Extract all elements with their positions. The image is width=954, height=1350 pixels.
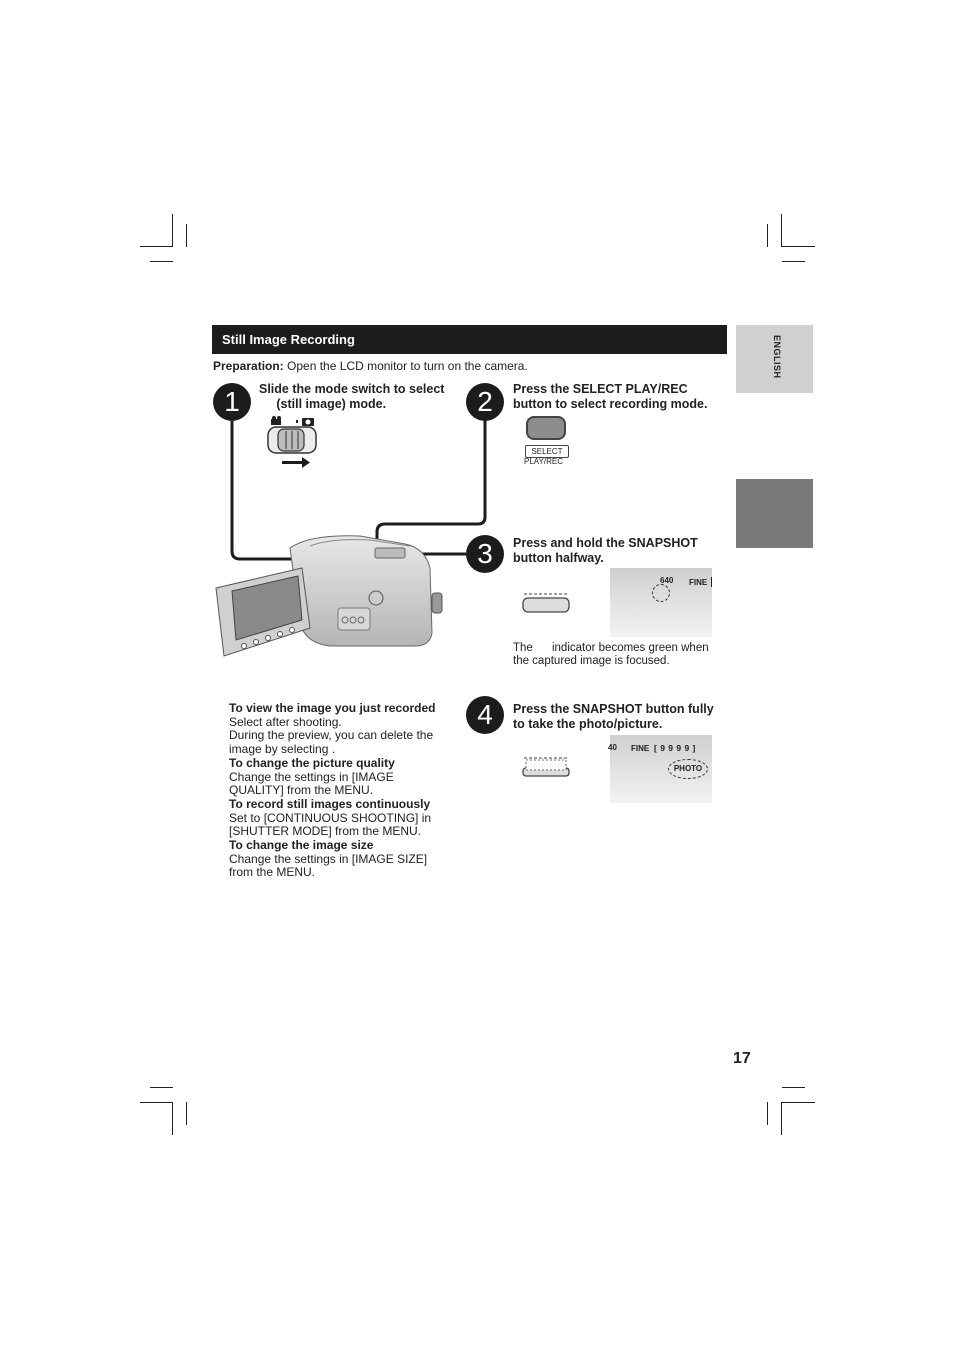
note-body: Change the settings in [IMAGE QUALITY] from the MENU.	[229, 769, 394, 798]
notes	[229, 702, 444, 880]
step-3-number: 3	[466, 535, 504, 573]
preparation-label: Preparation:	[213, 359, 284, 373]
quality-indicator: FINE	[689, 578, 708, 587]
snapshot-half-press-icon	[520, 590, 572, 616]
note-heading: To view the image you just recorded	[229, 701, 436, 715]
photo-badge: PHOTO	[668, 759, 708, 779]
preparation-text: Open the LCD monitor to turn on the camera.	[283, 359, 528, 373]
mode-switch-icon	[264, 415, 322, 471]
step-1-number: 1	[213, 383, 251, 421]
note-heading: To record still images continuously	[229, 796, 431, 811]
note-body: Change the settings in [IMAGE SIZE] from the MENU.	[229, 851, 428, 880]
snapshot-full-press-icon	[520, 754, 572, 780]
image-size-indicator: 40	[608, 743, 617, 752]
focus-indicator-icon	[652, 584, 670, 602]
lcd-preview-focus	[610, 568, 712, 637]
step-3-note: The indicator becomes green when the captured image is focused.	[513, 642, 709, 667]
select-play-rec-button-icon	[526, 416, 566, 440]
step-2-number: 2	[466, 383, 504, 421]
note-heading: To change the image size	[229, 838, 374, 853]
select-button-label: SELECT	[525, 445, 569, 458]
section-title: Still Image Recording	[222, 332, 355, 347]
quality-indicator: FINE	[631, 744, 650, 753]
note-body: Select after shooting. During the preview, you can delete the image by selecting .	[229, 714, 434, 757]
language-tab-label: ENGLISH	[772, 335, 782, 379]
image-size-indicator: 640	[660, 576, 674, 585]
lcd-preview-capture	[610, 735, 712, 803]
remaining-shots-counter: [ 9 9 9 9 ]	[654, 743, 696, 753]
step-1-title: Slide the mode switch to select (still image) mode.	[259, 382, 445, 411]
note-body: Set to [CONTINUOUS SHOOTING] in [SHUTTER MODE] from the MENU.	[229, 810, 432, 839]
camcorder-illustration	[210, 528, 446, 658]
step-3-title: Press and hold the SNAPSHOT button halfway.	[513, 536, 698, 565]
note-heading: To change the picture quality	[229, 755, 395, 770]
play-rec-button-label: PLAY/REC	[524, 457, 563, 466]
step-2-title: Press the SELECT PLAY/REC button to select recording mode.	[513, 382, 708, 411]
page-number: 17	[733, 1050, 751, 1067]
step-4-number: 4	[466, 696, 504, 734]
step-4-title: Press the SNAPSHOT button fully to take the photo/picture.	[513, 702, 714, 731]
